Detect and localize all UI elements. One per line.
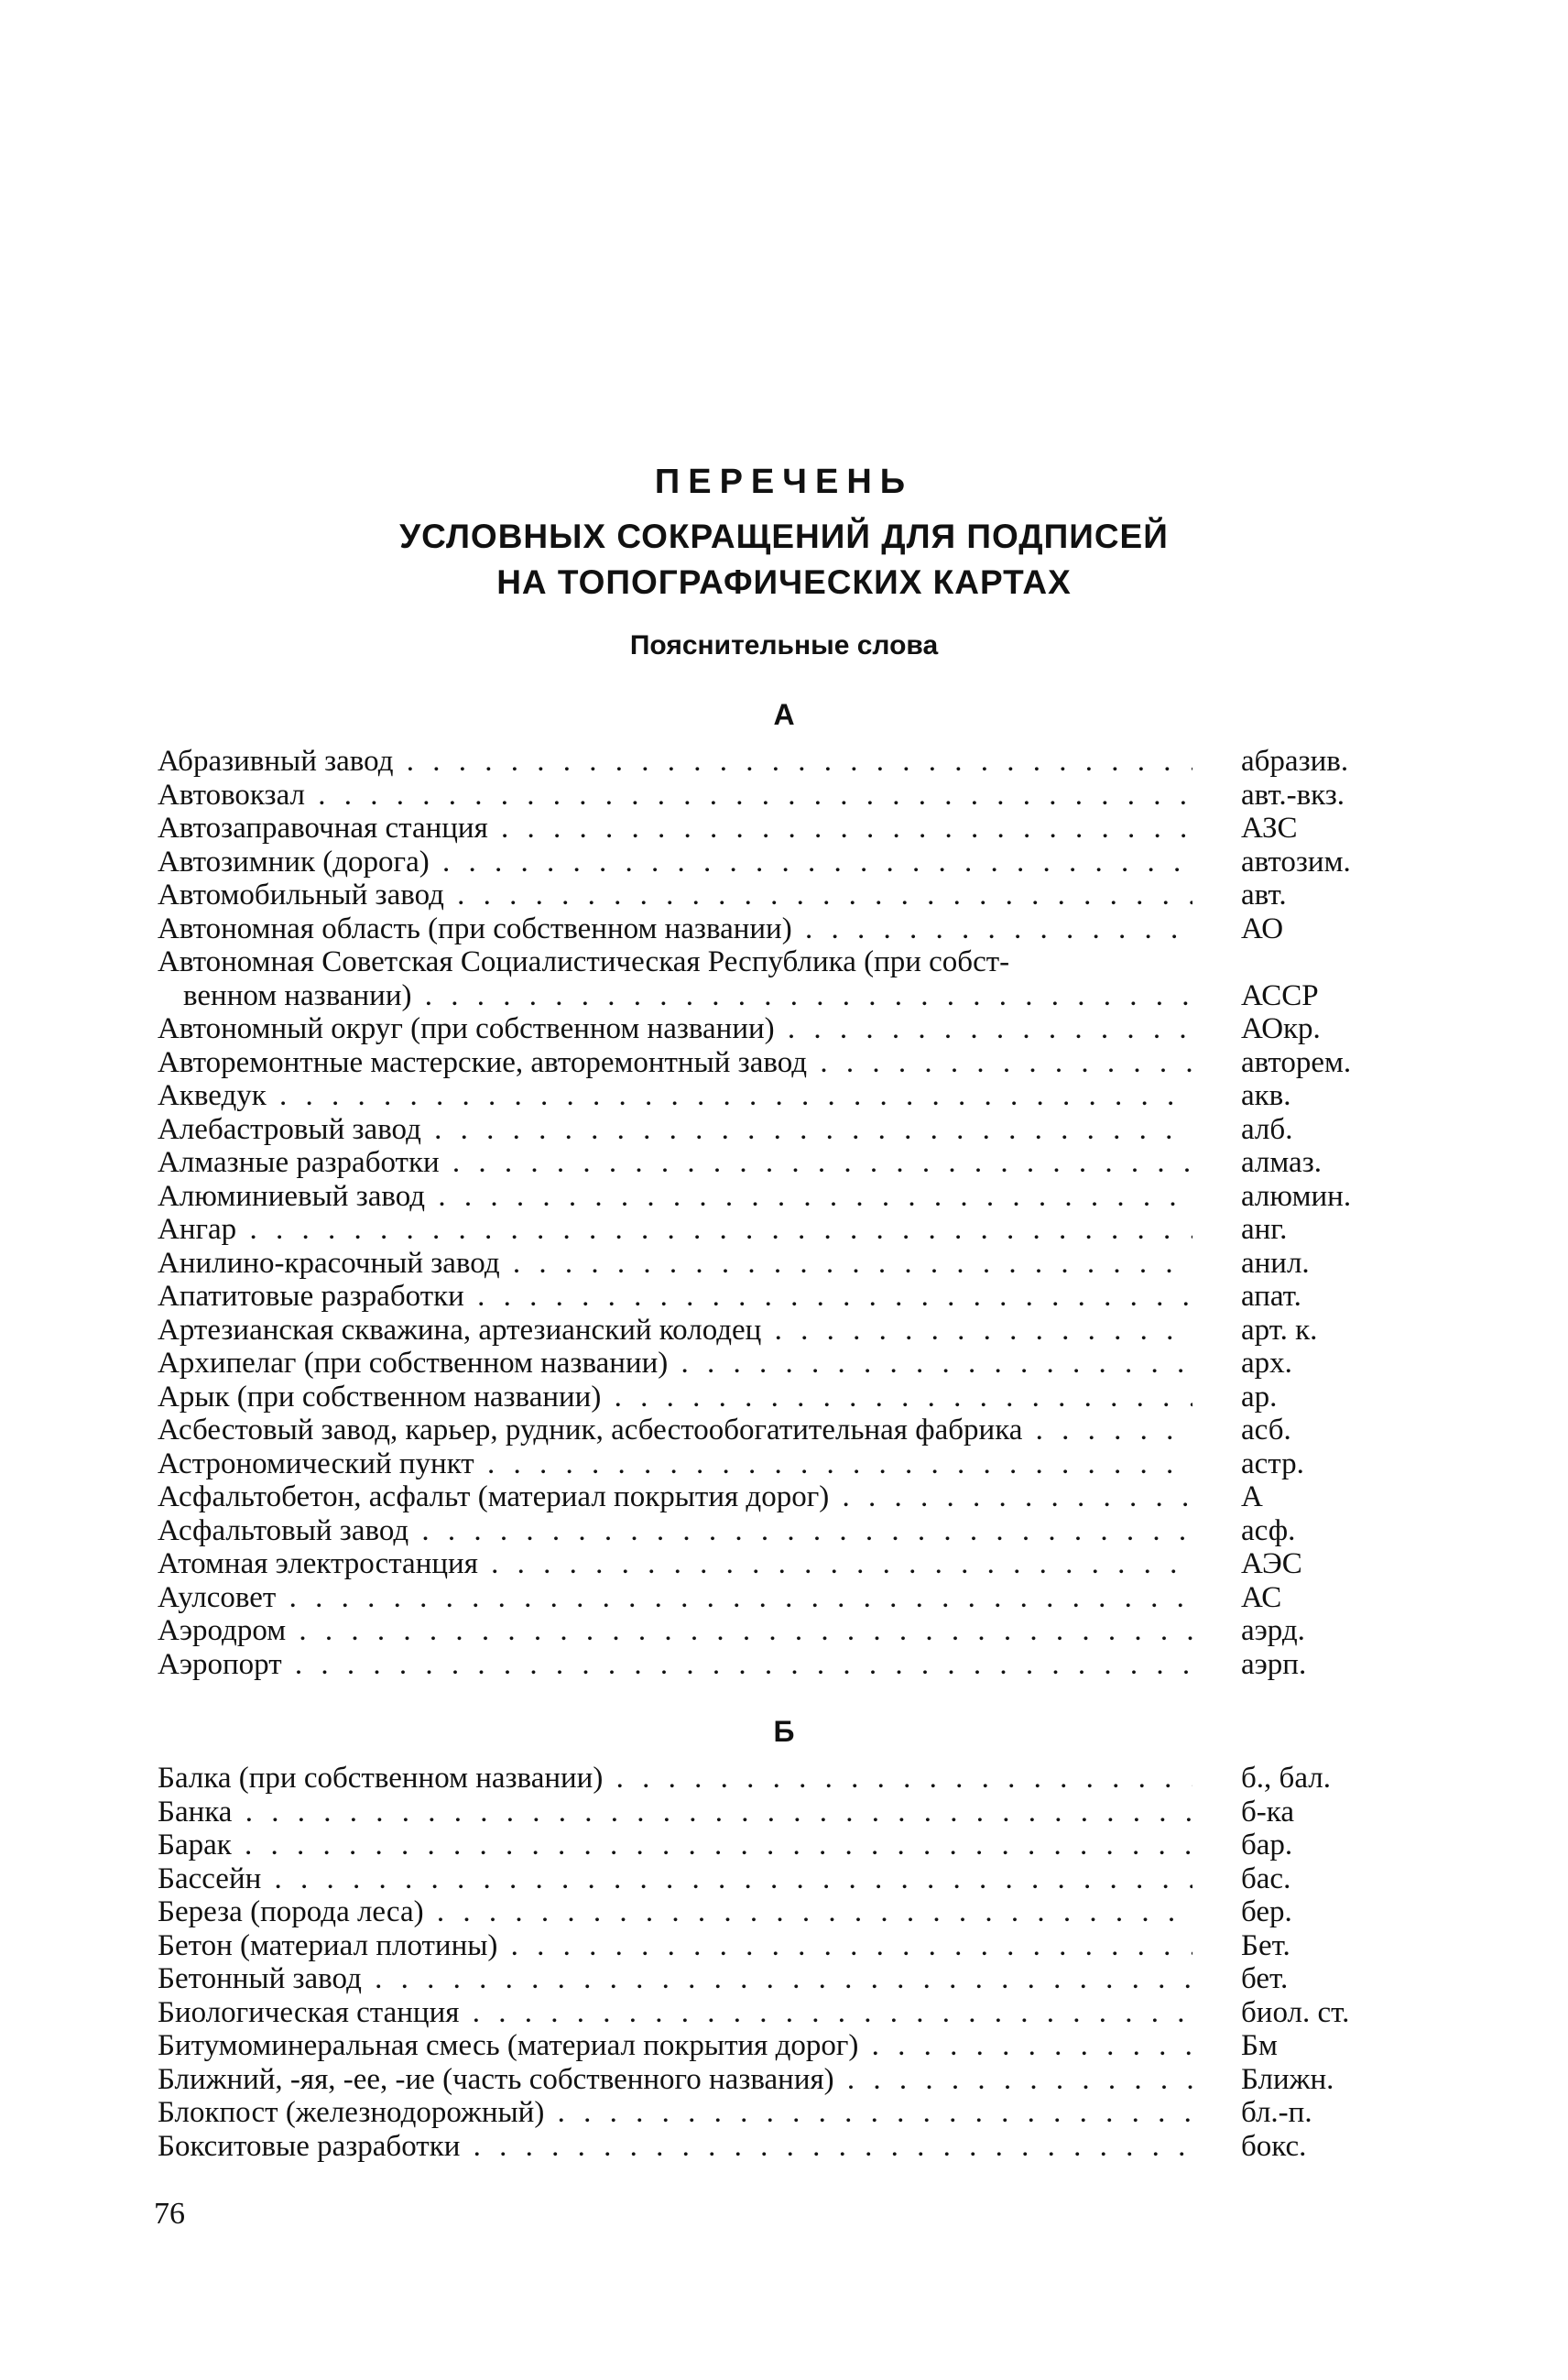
entry-abbreviation: асф. [1241, 1513, 1296, 1547]
list-item [158, 1648, 1385, 1682]
entry-abbreviation: автозим. [1241, 845, 1351, 879]
list-item [158, 1762, 1385, 1796]
entry-abbreviation: ар. [1241, 1380, 1278, 1414]
entry-abbreviation: Ближн. [1241, 2062, 1334, 2096]
entry-term: Архипелаг (при собственном названии) . . . [158, 1347, 1192, 1381]
entry-abbreviation: аэрд. [1241, 1614, 1305, 1647]
list-item [158, 1247, 1385, 1281]
entry-term: Апатитовые разработки . . . [158, 1280, 1192, 1314]
list-item [158, 1614, 1385, 1648]
entry-abbreviation: алб. [1241, 1112, 1293, 1146]
list-item [158, 1547, 1385, 1581]
entry-abbreviation: бер. [1241, 1895, 1292, 1928]
entry-term: Бетонный завод . . . [158, 1962, 1192, 1996]
entry-term: Аулсовет . . . [158, 1581, 1192, 1615]
list-item [158, 1929, 1385, 1963]
entry-term: Автономный округ (при собственном названии) . . . [158, 1012, 1192, 1046]
list-item [158, 1079, 1385, 1113]
entry-abbreviation: арх. [1241, 1347, 1292, 1380]
entry-term: Атомная электростанция . . . [158, 1547, 1192, 1581]
entry-term: Береза (порода леса) . . . [158, 1895, 1192, 1929]
list-item [158, 1581, 1385, 1615]
entry-abbreviation: Бм [1241, 2029, 1278, 2062]
entry-term: Автономная область (при собственном названии) . . . [158, 912, 1192, 946]
entry-term: Алебастровый завод . . . [158, 1113, 1192, 1147]
entry-abbreviation: АО [1241, 912, 1284, 945]
entry-abbreviation: А [1241, 1480, 1263, 1513]
list-item [158, 1146, 1385, 1180]
entry-abbreviation: бокс. [1241, 2129, 1307, 2163]
section-b-list [158, 1762, 1385, 2163]
entry-abbreviation: авт. [1241, 879, 1287, 912]
list-item [158, 1796, 1385, 1829]
list-item [158, 812, 1385, 846]
title-line-3: НА ТОПОГРАФИЧЕСКИХ КАРТАХ [496, 563, 1072, 601]
entry-term: Алюминиевый завод . . . [158, 1180, 1192, 1214]
list-item [158, 1347, 1385, 1381]
entry-abbreviation: Бет. [1241, 1928, 1290, 1962]
entry-abbreviation: апат. [1241, 1280, 1301, 1313]
entry-abbreviation: акв. [1241, 1079, 1291, 1112]
list-item [158, 2130, 1385, 2164]
list-item [158, 1381, 1385, 1414]
entry-term: Автозаправочная станция . . . [158, 812, 1192, 846]
entry-term: Асбестовый завод, карьер, рудник, асбестообогатительная фабрика . . . [158, 1414, 1192, 1447]
list-item [158, 1862, 1385, 1896]
list-item [158, 1414, 1385, 1447]
list-item [158, 1213, 1385, 1247]
entry-abbreviation: АЗС [1241, 812, 1298, 845]
entry-abbreviation: авт.-вкз. [1241, 778, 1345, 812]
entry-term: Бокситовые разработки . . . [158, 2130, 1192, 2164]
entry-abbreviation: АОкр. [1241, 1012, 1321, 1045]
list-item [158, 1895, 1385, 1929]
entry-abbreviation: бар. [1241, 1829, 1293, 1861]
title-line-2: УСЛОВНЫХ СОКРАЩЕНИЙ ДЛЯ ПОДПИСЕЙ [399, 518, 1169, 555]
entry-term: Ангар . . . [158, 1213, 1192, 1247]
entry-term: Арык (при собственном названии) . . . [158, 1381, 1192, 1414]
list-item [158, 846, 1385, 879]
entry-term: венном названии) . . . [158, 979, 1192, 1013]
entry-abbreviation: бас. [1241, 1861, 1291, 1895]
list-item [158, 1829, 1385, 1862]
entry-term: Анилино-красочный завод . . . [158, 1247, 1192, 1281]
entry-abbreviation: анил. [1241, 1246, 1310, 1280]
entry-term: Ближний, -яя, -ее, -ие (часть собственного названия) . . . [158, 2063, 1192, 2097]
entry-term: Асфальтобетон, асфальт (материал покрытия дорог) . . . [158, 1480, 1192, 1514]
entry-term: Автономная Советская Социалистическая Республика (при собст- [158, 945, 1010, 978]
entry-term: Бетон (материал плотины) . . . [158, 1929, 1192, 1963]
page-number: 76 [154, 2197, 185, 2231]
entry-term: Авторемонтные мастерские, авторемонтный завод . . . [158, 1046, 1192, 1080]
entry-term: Алмазные разработки . . . [158, 1146, 1192, 1180]
entry-abbreviation: авторем. [1241, 1045, 1352, 1079]
entry-abbreviation: биол. ст. [1241, 1995, 1350, 2029]
entry-term: Аэропорт . . . [158, 1648, 1192, 1682]
entry-term: Абразивный завод . . . [158, 745, 1192, 779]
entry-term: Автомобильный завод . . . [158, 879, 1192, 912]
list-item [158, 2096, 1385, 2130]
entry-term: Автозимник (дорога) . . . [158, 846, 1192, 879]
section-letter-b: Б [773, 1715, 795, 1748]
entry-term: Асфальтовый завод . . . [158, 1514, 1192, 1548]
list-item [158, 745, 1385, 779]
section-letter-a: А [773, 698, 795, 731]
list-item [158, 1447, 1385, 1481]
list-item [158, 779, 1385, 813]
entry-abbreviation: алмаз. [1241, 1146, 1322, 1179]
list-item [158, 1962, 1385, 1996]
entry-term: Барак . . . [158, 1829, 1192, 1862]
entry-abbreviation: астр. [1241, 1447, 1304, 1480]
list-item [158, 945, 1385, 979]
list-item [158, 1012, 1385, 1046]
list-item [158, 1180, 1385, 1214]
list-item [158, 1314, 1385, 1348]
entry-abbreviation: бет. [1241, 1962, 1289, 1995]
entry-term: Биологическая станция . . . [158, 1996, 1192, 2030]
entry-term: Блокпост (железнодорожный) . . . [158, 2096, 1192, 2130]
entry-term: Астрономический пункт . . . [158, 1447, 1192, 1481]
entry-abbreviation: б., бал. [1241, 1762, 1331, 1795]
entry-abbreviation: асб. [1241, 1414, 1291, 1447]
entry-abbreviation: бл.-п. [1241, 2096, 1312, 2129]
entry-term: Акведук . . . [158, 1079, 1192, 1113]
list-item [158, 912, 1385, 946]
entry-abbreviation: абразив. [1241, 745, 1349, 778]
entry-term: Аэродром . . . [158, 1614, 1192, 1648]
list-item [158, 2063, 1385, 2097]
entry-abbreviation: АССР [1241, 978, 1319, 1012]
entry-term: Артезианская скважина, артезианский колодец . . . [158, 1314, 1192, 1348]
title-line-1: ПЕРЕЧЕНЬ [654, 463, 914, 501]
entry-abbreviation: б-ка [1241, 1795, 1294, 1829]
list-item [158, 1046, 1385, 1080]
entry-term: Битумоминеральная смесь (материал покрытия дорог) . . . [158, 2029, 1192, 2063]
list-item [158, 1280, 1385, 1314]
entry-term: Балка (при собственном названии) . . . [158, 1762, 1192, 1796]
list-item [158, 1514, 1385, 1548]
list-item [158, 2029, 1385, 2063]
entry-term: Автовокзал . . . [158, 779, 1192, 813]
list-item [158, 879, 1385, 912]
entry-abbreviation: аэрп. [1241, 1647, 1307, 1681]
list-item [158, 979, 1385, 1013]
entry-term: Бассейн . . . [158, 1862, 1192, 1896]
entry-abbreviation: АС [1241, 1580, 1282, 1614]
section-a-list [158, 745, 1385, 1681]
entry-abbreviation: анг. [1241, 1213, 1288, 1246]
entry-abbreviation: АЭС [1241, 1547, 1302, 1580]
list-item [158, 1480, 1385, 1514]
list-item [158, 1996, 1385, 2030]
subtitle: Пояснительные слова [629, 630, 939, 661]
entry-abbreviation: алюмин. [1241, 1179, 1352, 1213]
entry-term: Банка . . . [158, 1796, 1192, 1829]
list-item [158, 1113, 1385, 1147]
entry-abbreviation: арт. к. [1241, 1313, 1318, 1347]
